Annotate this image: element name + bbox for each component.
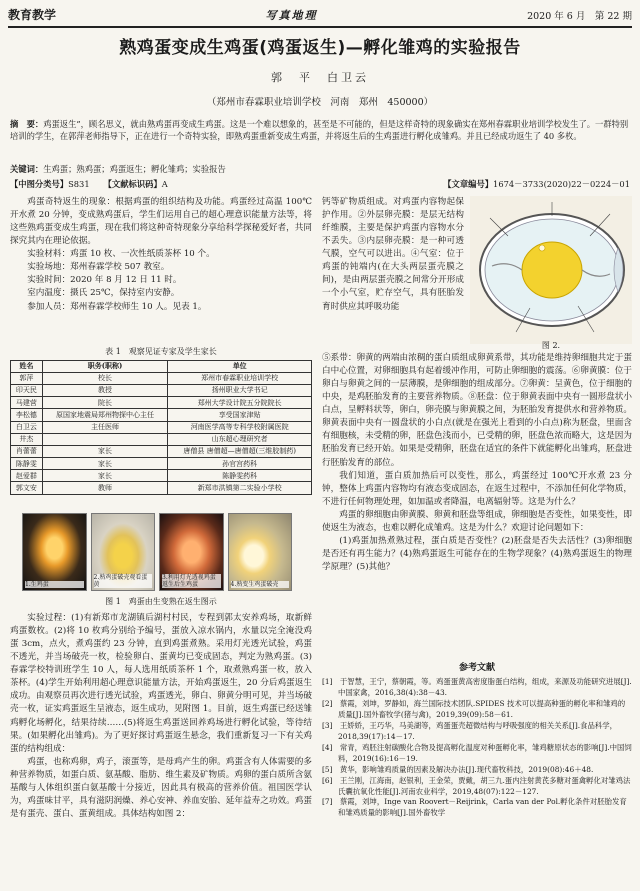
- photo-caption: 4.熟变生鸡蛋破壳: [231, 581, 290, 588]
- paragraph: 钙等矿物质组成。对鸡蛋内容物起保护作用。②外层卵壳膜：是层无结构纤维膜，主要是保护鸡蛋内容物水分不丢失。③内层卵壳膜：是一种可透气膜，空气可以进出。④气室：位于鸡蛋的钝端内(在大头两层蛋壳膜之间)，是由两层蛋壳膜之间常分开形成一个小气室，贮存空气，具有胚胎发育时供应其呼吸功能: [322, 197, 464, 312]
- table-cell: 马建营: [11, 397, 43, 409]
- table-cell: [42, 433, 168, 445]
- reference-item: [1] 于智慧，王宁，蔡朝霞，等。鸡蛋蛋黄高密度脂蛋白结构，组成，来源及功能研究进展[J].中国家禽，2016,38(4):38－43.: [322, 677, 632, 697]
- table-cell: 家长: [42, 458, 168, 470]
- clc-label: 【中图分类号】: [10, 179, 69, 189]
- reference-item: [2] 蔡霞，刘坤，罗静如，海兰国际技术团队.SPIDES 技术可以提高种蛋的孵化率和雏鸡的质量[J].国外畜牧学(猪与禽)，2019,39(09):58－61.: [322, 698, 626, 719]
- table-header: 姓名: [11, 360, 43, 372]
- table-row: [11, 470, 312, 482]
- article-value: 1674－3733(2020)22－0224－01: [493, 179, 630, 189]
- table-row: [11, 421, 312, 433]
- table-cell: 新郑市洪镇第二实验小学校: [168, 482, 312, 494]
- references-list: [322, 677, 632, 819]
- table-row: [11, 384, 312, 396]
- reference-item: [6] 王兰刚，江海南，赵银利，王金荣，贾戴，胡三九.蛋内注射黄芪多糖对蛋禽孵化对雏鸡法氏囊抗氧化性能[J].河南农业科学，2019,48(07):122－127.: [322, 775, 631, 796]
- reference-item: [4] 常青，鸡胚注射碳酸化合物及提高孵化温度对种蛋孵化率，雏鸡糖原状态的影响[J].中国饲料，2019(16):16－19.: [322, 742, 632, 763]
- references-title: 参考文献: [458, 663, 495, 673]
- table-cell: 山东超心理研究者: [168, 433, 312, 445]
- photo-raw-egg: [22, 513, 87, 591]
- photo-cooked-egg-yolk: [91, 513, 156, 591]
- table-cell: 郭文安: [11, 482, 43, 494]
- table-row: [11, 397, 312, 409]
- paragraph: 实验时间：2020 年 8 月 12 日 11 时。: [27, 275, 182, 286]
- paragraph: 实验场地：郑州春霖学校 507 教室。: [27, 262, 170, 273]
- table-cell: 教师: [42, 482, 168, 494]
- egg-yolk: [522, 242, 582, 298]
- table-cell: 原国家地震局郑州物探中心主任: [42, 409, 168, 421]
- photo-broken-egg: [228, 513, 293, 591]
- left-column-intro: [10, 196, 312, 314]
- table-cell: 享受国家津贴: [168, 409, 312, 421]
- table-cell: 河南医学高等专科学校附属医院: [168, 421, 312, 433]
- paragraph: 实验材料：鸡蛋 10 枚、一次性纸质茶杯 10 个。: [27, 249, 215, 260]
- keywords: [10, 163, 630, 175]
- figure-2-egg-diagram: [470, 196, 632, 344]
- table-cell: 扬州职业大学书记: [168, 384, 312, 396]
- article-title: 熟鸡蛋变成生鸡蛋(鸡蛋返生)—孵化雏鸡的实验报告: [119, 38, 521, 58]
- figure-1-caption: 图 1 鸡蛋由生变熟在返生图示: [105, 597, 217, 606]
- abstract-text: 鸡蛋返生”，顾名思义，就由熟鸡蛋再变成生鸡蛋。这是一个难以想象的，甚至是不可能的，但是这样奇特的现象确实在郑州春霖职业培训学校发生了。一群特别培训的学生，在郭萍老师指导下，正在进行一个奇特实验，即熟鸡蛋重新变成生鸡蛋，并将返生后的生鸡蛋进行孵化成雏鸡。并且已经成功返生了 40 多枚。: [10, 119, 629, 142]
- keywords-text: 生鸡蛋；熟鸡蛋；鸡蛋返生；孵化雏鸡；实验报告: [43, 164, 226, 174]
- right-column-body: [322, 352, 632, 574]
- page-header: [8, 6, 632, 28]
- clc-value: S831: [68, 179, 90, 189]
- table-header: 职务(职称): [42, 360, 168, 372]
- photo-candling-egg: [159, 513, 224, 591]
- table-caption: 表 1 观察见证专家及学生家长: [105, 347, 217, 356]
- photo-caption: 3.利用灯光透视鸡蛋返生后生鸡蛋: [162, 574, 221, 588]
- table-cell: 井杰: [11, 433, 43, 445]
- keywords-label: 关键词：: [10, 164, 44, 174]
- table-cell: 李松德: [11, 409, 43, 421]
- paragraph: ⑤系带：卵黄的两端由浓稠的蛋白质组成卵黄系带，其功能是维持卵细胞共定于蛋白中心位置，对卵细胞具有起着缓冲作用，可防止卵细胞的震荡。⑥卵黄膜：位于卵白与卵黄之间的一层薄膜，是卵细胞的组成部分。⑦卵黄：呈黄色，位于细胞的中央，是鸡胚胎发育的主要营养物质。⑧胚盘：位于卵黄表面中央有一圆形盘状小白点，呈孵料状等，卵白，卵壳膜与卵黄膜之间，为胚胎发育提供水和营养物质。卵黄表面中央有一圆盘状的小白点(就是在强光上看到的小白点)称为胚盘，里面含有细胞核，未受精的卵，胚盘色浅而小，已受精的卵，胚盘色浓而略大，这是因为胚胎发育已经开始。如果是受精卵，胚盘在适宜的条件下就能孵化出雏鸡，胚盘进行胚胎发育的部位。: [322, 353, 632, 468]
- table-cell: 郭萍: [11, 372, 43, 384]
- table-cell: 唐僧县 唐僧超—唐僧超(三维胶制药): [168, 445, 312, 457]
- table-row: [11, 372, 312, 384]
- classification-row: [10, 178, 630, 190]
- photo-caption: 2.熟鸡蛋破壳观看蛋黄: [94, 574, 153, 588]
- paragraph: 鸡蛋，也称鸡卵，鸡子，滚蛋等，是母鸡产生的卵。鸡蛋含有人体需要的多种营养物质，如蛋白质、氨基酸、脂肪、维生素及矿物质。鸡卵的蛋白质所含氨基酸与人体组织蛋白氨基酸十分接近，因此具有极高的营养价值。祖国医学认为，鸡蛋味甘平，具有滋阴润燥、养心安神、养血安胎、延年益寿之功效。鸡蛋是有蛋壳、蛋白、蛋黄组成。具体结构如图 2：: [10, 756, 312, 819]
- abstract: [10, 118, 630, 143]
- abstract-label: 摘 要：: [10, 119, 44, 129]
- table-cell: 陈静雯药科: [168, 470, 312, 482]
- table-cell: 赵爱群: [11, 470, 43, 482]
- paragraph: 室内温度：摄氏 25℃，保持室内安静。: [27, 288, 180, 299]
- table-cell: 郑州市春霖职业培训学校: [168, 372, 312, 384]
- photo-caption: 1.生鸡蛋: [25, 581, 84, 588]
- article-label: 【文章编号】: [443, 179, 494, 189]
- germinal-disc: [539, 245, 545, 251]
- table-row: [11, 409, 312, 421]
- table-row: [11, 433, 312, 445]
- table-cell: 印天民: [11, 384, 43, 396]
- table-cell: 主任医师: [42, 421, 168, 433]
- table-cell: 家长: [42, 445, 168, 457]
- table-cell: 家长: [42, 470, 168, 482]
- table-cell: 孙官宫药科: [168, 458, 312, 470]
- table-row: [11, 445, 312, 457]
- paragraph: 实验过程：(1)有新郑市龙湖镇后湖村村民，专程到郭太安养鸡场，取新鲜鸡蛋数枚。(2)将 10 枚鸡分别给予编号，蛋放入凉水锅内，水量以完全淹没鸡蛋 3cm，点火，煮鸡蛋约 23 分钟，直到鸡蛋煮熟。采用灯光透光试验，鸡蛋不透光，并当场破壳一枚，检验卵白、蛋黄均已变成固态，判定为熟鸡蛋。(3)春霖学校特训班学生 10 人，每人选用纸质茶杯 1 个，取煮熟鸡蛋一枚，放入茶杯。(4)学生开始利用超心理意识能量方法，开始鸡蛋返生，20 分后鸡蛋返生成功。由观察员再次进行透光试验，鸡蛋透光，卵白、卵黄分明可见，并当场破壳一枚，证实鸡蛋返生呈液态，返生成功，见附图 1。目前，返生鸡蛋已经送雏鸡孵化场孵化，结果待续……(5)将返生鸡蛋送回养鸡场进行孵化试验，等待结果。(如果孵化出雏鸡)。为了更好探讨鸡蛋返生悬念，我们重新复习一下有关鸡蛋的结构组成：: [10, 613, 312, 754]
- table-cell: 校长: [42, 372, 168, 384]
- table-cell: 教授: [42, 384, 168, 396]
- figure-1-photos: [22, 513, 292, 591]
- reference-item: [3] 王娇娇，王巧华，马美湖等，鸡蛋蛋壳超微结构与呼吸强度的相关关系[J].食品科学，2018,39(17):14－17.: [322, 720, 618, 741]
- table-header-row: [11, 360, 312, 372]
- table-header: 单位: [168, 360, 312, 372]
- left-column-process: [10, 612, 312, 821]
- section-label: 教育教学: [8, 7, 57, 22]
- paragraph: 鸡蛋的卵细胞由卵黄膜、卵黄和胚盘等组成，卵细胞是否变性，如果变性，即使返生为液态，也难以孵化成雏鸡。这是为什么？欢迎讨论问题如下：: [322, 509, 632, 533]
- journal-name: 写真地理: [265, 9, 318, 23]
- doc-value: A: [161, 179, 168, 189]
- paragraph: (1)鸡蛋加热煮熟过程，蛋白质是否变性？(2)胚盘是否失去活性？(3)卵细胞是否还有再生能力？(4)熟鸡蛋返生可能存在的生物学现象？(4)熟鸡蛋返生的物理学原理？(5)其他？: [322, 535, 632, 572]
- table-row: [11, 482, 312, 494]
- table-cell: 白卫云: [11, 421, 43, 433]
- table-cell: 肖蕾蕾: [11, 445, 43, 457]
- table-row: [11, 458, 312, 470]
- table-cell: 郑州大学设计院五分院院长: [168, 397, 312, 409]
- paragraph: 参加人员：郑州春霖学校师生 10 人。见表 1。: [27, 301, 207, 312]
- authors: 郭 平 白卫云: [271, 71, 369, 84]
- affiliation: （郑州市春霖职业培训学校 河南 郑州 450000）: [206, 97, 434, 108]
- paragraph: 鸡蛋奇特返生的现象：根据鸡蛋的组织结构及功能。鸡蛋经过高温 100℃开水煮 20 分钟，变成熟鸡蛋后，学生们运用自己的超心理意识能量方法等，将这些熟鸡蛋变成生鸡蛋，现在我们将这种奇特现象分享给科学探秘爱好者，共同探究其内在理论依据。: [10, 197, 312, 247]
- figure-2-caption: 图 2.: [541, 341, 561, 350]
- paragraph: 我们知道，蛋白质加热后可以变性，那么，鸡蛋经过 100℃开水煮 23 分钟，整体上鸡蛋内容物均有液态变成固态，在返生过程中，不添加任何化学物质，不进行任何物理处理，如加温或者降温，电离辐射等。这是为什么？: [322, 470, 632, 507]
- doc-label: 【文献标识码】: [103, 179, 162, 189]
- table-cell: 院长: [42, 397, 168, 409]
- reference-item: [7] 蔡霞，刘坤，Inge van Roovert－Reijrink，Carla van der Pol.孵化条件对胚胎发育和雏鸡质量的影响[J].国外畜牧学: [322, 797, 627, 818]
- table-observers: [10, 346, 312, 495]
- reference-item: [5] 黄华，影响雏鸡质量的因素及解决办法[J].现代畜牧科技，2019(08):46＋48.: [322, 764, 594, 774]
- issue-info: 2020 年 6 月 第 22 期: [527, 11, 632, 23]
- right-column-top: [322, 196, 464, 314]
- table-cell: 陈静雯: [11, 458, 43, 470]
